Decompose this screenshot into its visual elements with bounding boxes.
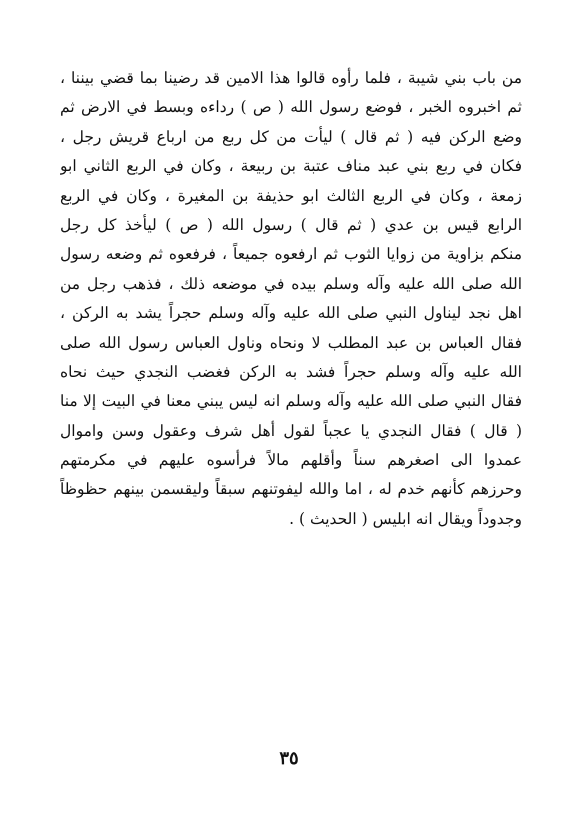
text-line: الله صلى الله عليه وآله وسلم بيده في موضعه ذلك ، فذهب رجل من (60, 274, 522, 293)
text-line: زمعة ، وكان في الربع الثالث ابو حذيفة بن المغيرة ، وكان في الربع (60, 186, 522, 205)
text-line: فكان في ربع بني عبد مناف عتبة بن ربيعة ، وكان في الربع الثاني ابو (60, 157, 522, 176)
text-line: من باب بني شيبة ، فلما رأوه قالوا هذا الامين قد رضينا بما قضي بيننا ، (60, 69, 522, 87)
text-line: فقال النبي صلى الله عليه وآله وسلم انه ليس يبني معنا في البيت إلا منا (60, 392, 522, 411)
text-line: ثم اخبروه الخبر ، فوضع رسول الله ( ص ) رداءه وبسط في الارض ثم (60, 98, 522, 117)
text-line: الله عليه وآله وسلم حجراً فشد به الركن فغضب النجدي حيث نحاه (60, 362, 522, 381)
text-line: عمدوا الى اصغرهم سناً وأقلهم مالاً فرأسوه عليهم في مكرمتهم (60, 451, 522, 470)
page-number: ٣٥ (279, 748, 299, 769)
text-line: وضع الركن فيه ( ثم قال ) ليأت من كل ربع من ارباع قريش رجل ، (60, 127, 522, 146)
text-line: وجدوداً ويقال انه ابليس ( الحديث ) . (289, 509, 522, 528)
body-text (60, 64, 522, 534)
text-line: وحرزهم كأنهم خدم له ، اما والله ليفوتنهم سبقاً وليقسمن بينهم حظوظاً (60, 480, 522, 499)
text-line: ( قال ) فقال النجدي يا عجباً لقول أهل شرف وعقول وسن واموال (60, 421, 522, 440)
text-line: اهل نجد ليناول النبي صلى الله عليه وآله وسلم حجراً يشد به الركن ، (60, 304, 522, 323)
text-line: فقال العباس بن عبد المطلب لا ونحاه وناول العباس رسول الله صلى (60, 333, 522, 352)
text-line: منكم بزاوية من زوايا الثوب ثم ارفعوه جميعاً ، فرفعوه ثم وضعه رسول (60, 245, 522, 264)
text-line: الرابع قيس بن عدي ( ثم قال ) رسول الله ( ص ) ليأخذ كل رجل (60, 215, 522, 234)
